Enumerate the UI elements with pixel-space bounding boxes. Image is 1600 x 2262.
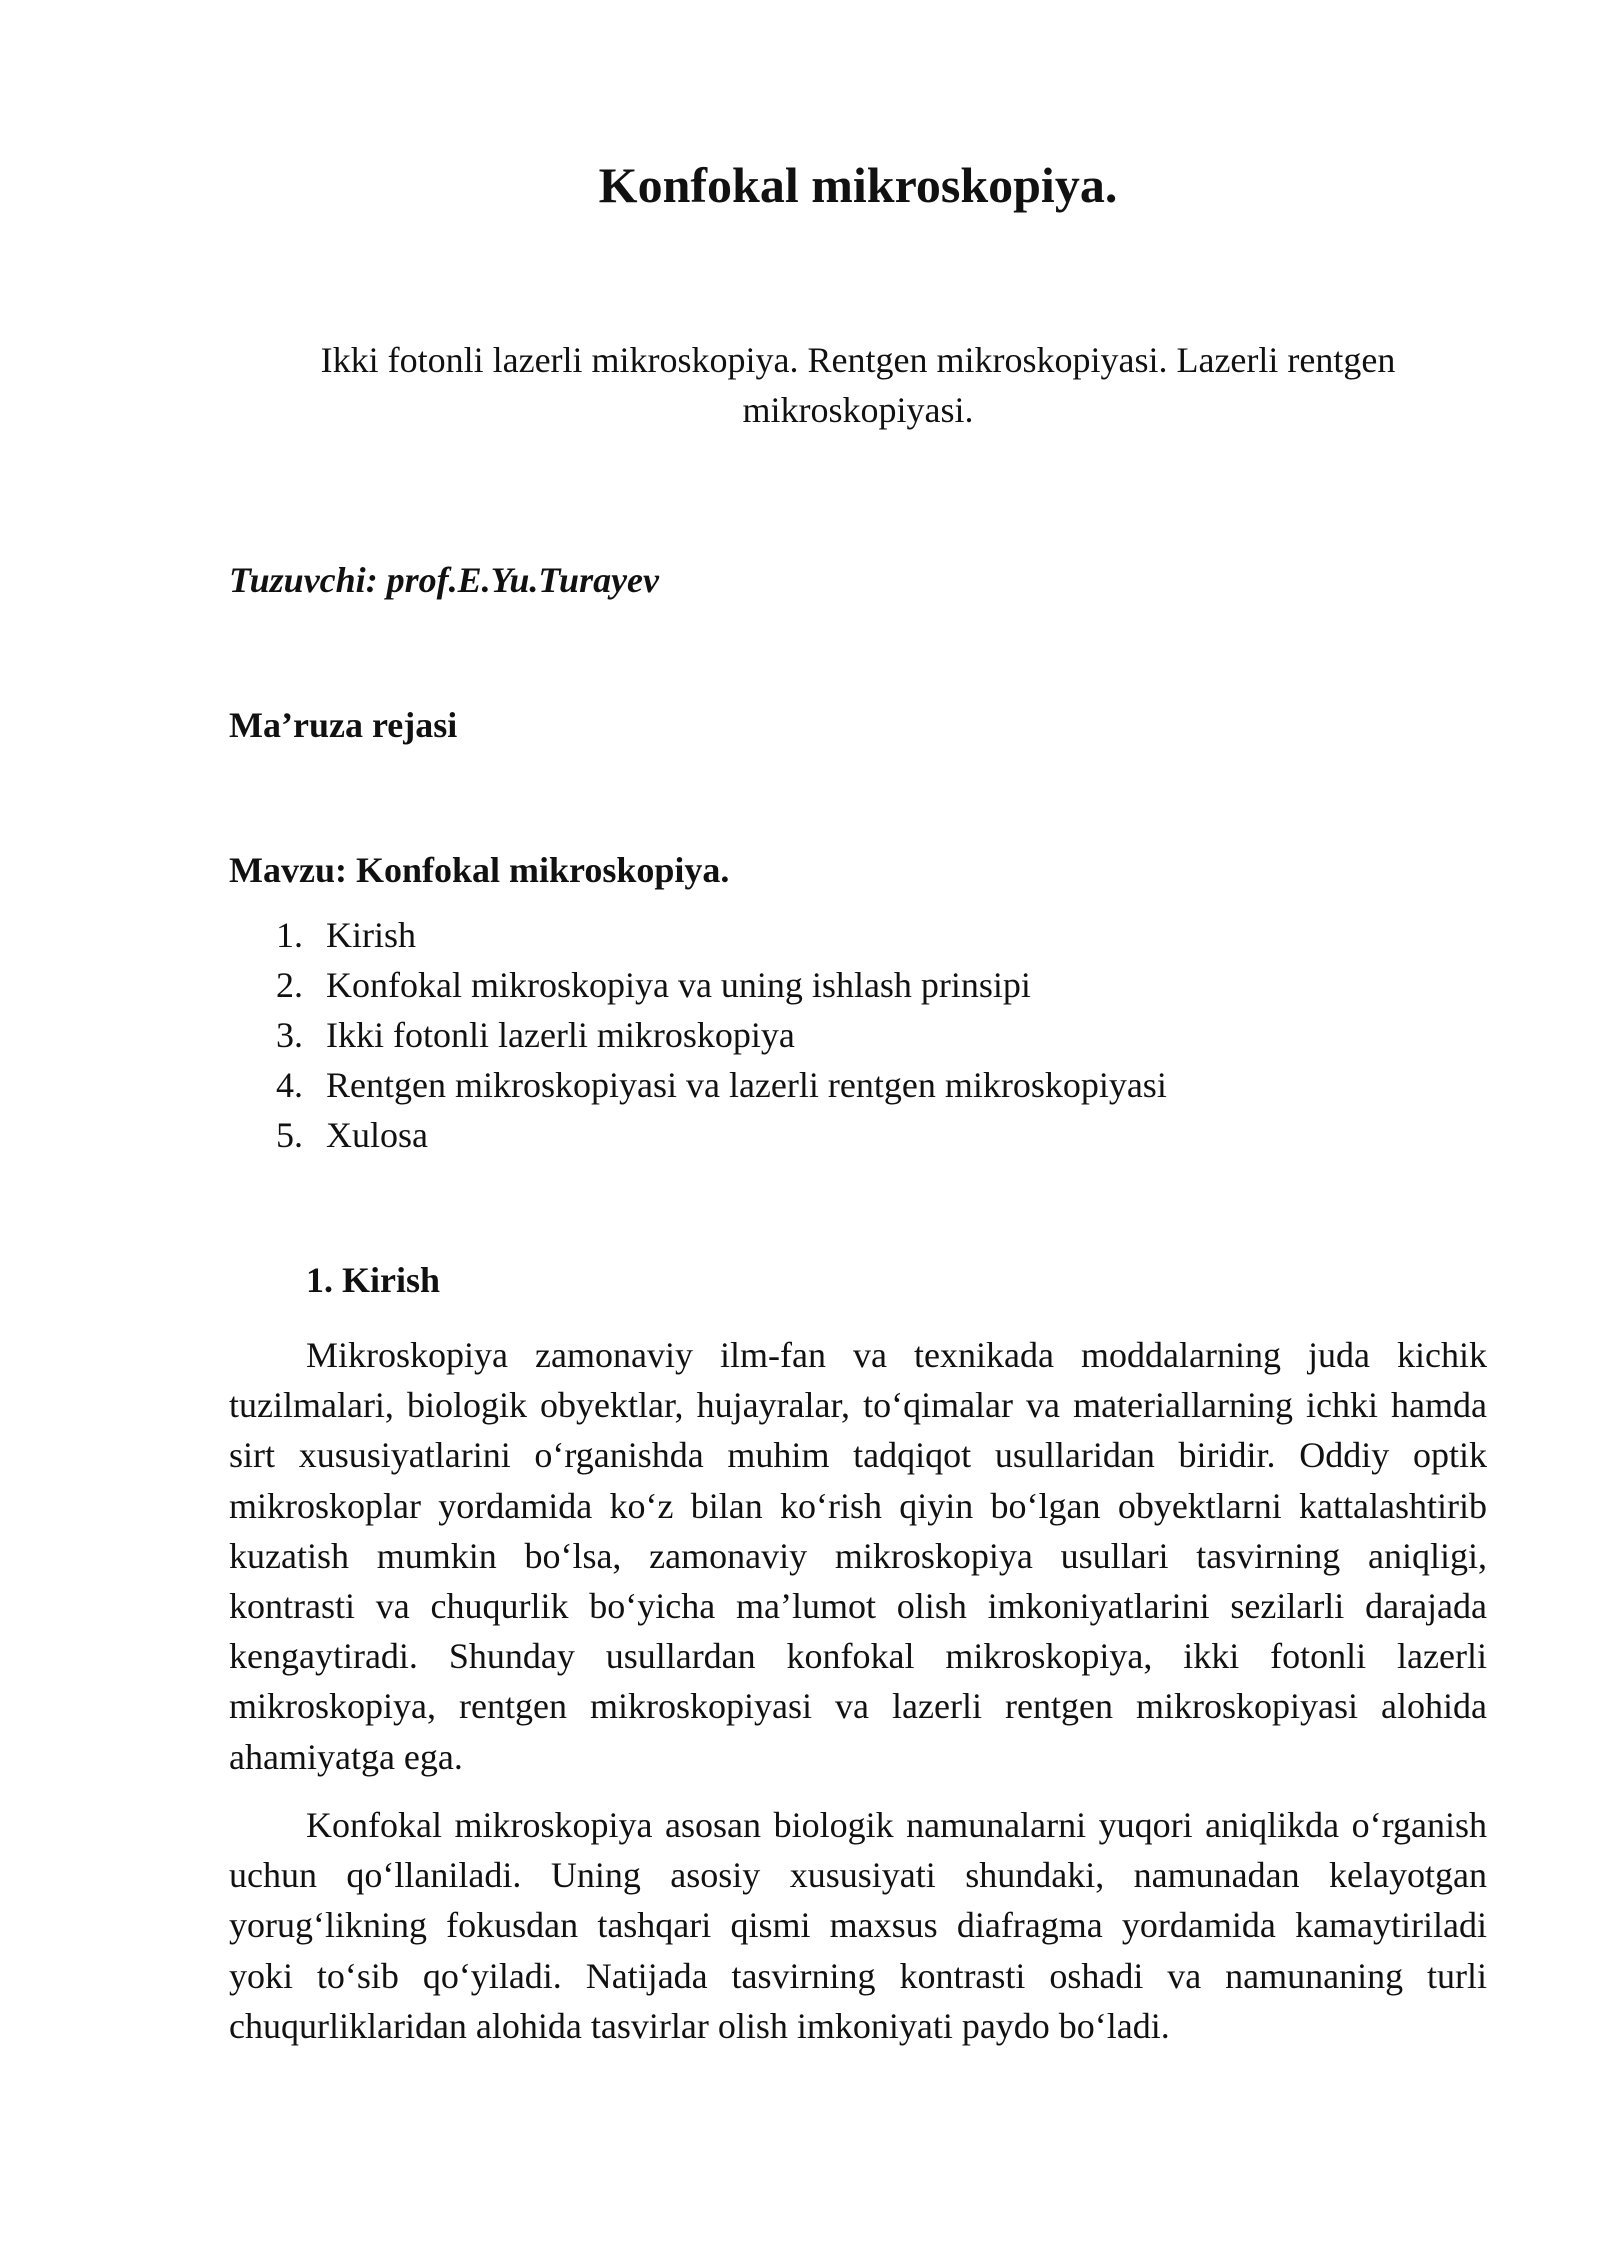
list-item-text: Rentgen mikroskopiyasi va lazerli rentgen mikroskopiyasi — [326, 1065, 1167, 1105]
list-item — [229, 1010, 1167, 1060]
list-item — [229, 960, 1167, 1010]
list-item-number: 2. — [276, 965, 303, 1005]
lecture-plan-heading: Ma’ruza rejasi — [229, 705, 458, 745]
author-line: Tuzuvchi: prof.E.Yu.Turayev — [229, 560, 660, 600]
body-paragraph: Konfokal mikroskopiya asosan biologik namunalarni yuqori aniqlikda o‘rganish uchun qo‘llaniladi. Uning asosiy xususiyati shundaki, namunadan kelayotgan yorug‘likning fokusdan tashqari qismi maxsus diafragma yordamida kamaytiriladi yoki to‘sib qo‘yiladi. Natijada tasvirning kontrasti oshadi va namunaning turli chuqurliklaridan alohida tasvirlar olish imkoniyati paydo bo‘ladi. — [229, 1805, 1487, 2046]
section-heading: 1. Kirish — [306, 1260, 441, 1300]
list-item-text: Konfokal mikroskopiya va uning ishlash prinsipi — [326, 965, 1031, 1005]
list-item-text: Ikki fotonli lazerli mikroskopiya — [326, 1015, 795, 1055]
document-subtitle: Ikki fotonli lazerli mikroskopiya. Rentgen mikroskopiyasi. Lazerli rentgen mikroskopiyasi. — [320, 340, 1396, 430]
lecture-plan-list — [229, 910, 1167, 1160]
list-item-number: 4. — [276, 1065, 303, 1105]
list-item-number: 1. — [276, 915, 303, 955]
document-title: Konfokal mikroskopiya. — [598, 157, 1118, 213]
list-item-number: 5. — [276, 1115, 303, 1155]
list-item — [229, 1110, 1167, 1160]
list-item-text: Kirish — [326, 915, 416, 955]
topic-line: Mavzu: Konfokal mikroskopiya. — [229, 850, 730, 890]
body-paragraph: Mikroskopiya zamonaviy ilm-fan va texnikada moddalarning juda kichik tuzilmalari, biologik obyektlar, hujayralar, to‘qimalar va materiallarning ichki hamda sirt xususiyatlarini o‘rganishda muhim tadqiqot usullaridan biridir. Oddiy optik mikroskoplar yordamida ko‘z bilan ko‘rish qiyin bo‘lgan obyektlarni kattalashtirib kuzatish mumkin bo‘lsa, zamonaviy mikroskopiya usullari tasvirning aniqligi, kontrasti va chuqurlik bo‘yicha ma’lumot olish imkoniyatlarini sezilarli darajada kengaytiradi. Shunday usullardan konfokal mikroskopiya, ikki fotonli lazerli mikroskopiya, rentgen mikroskopiyasi va lazerli rentgen mikroskopiyasi alohida ahamiyatga ega. — [229, 1335, 1487, 1777]
list-item-text: Xulosa — [326, 1115, 428, 1155]
list-item — [229, 1060, 1167, 1110]
list-item-number: 3. — [276, 1015, 303, 1055]
list-item — [229, 910, 1167, 960]
